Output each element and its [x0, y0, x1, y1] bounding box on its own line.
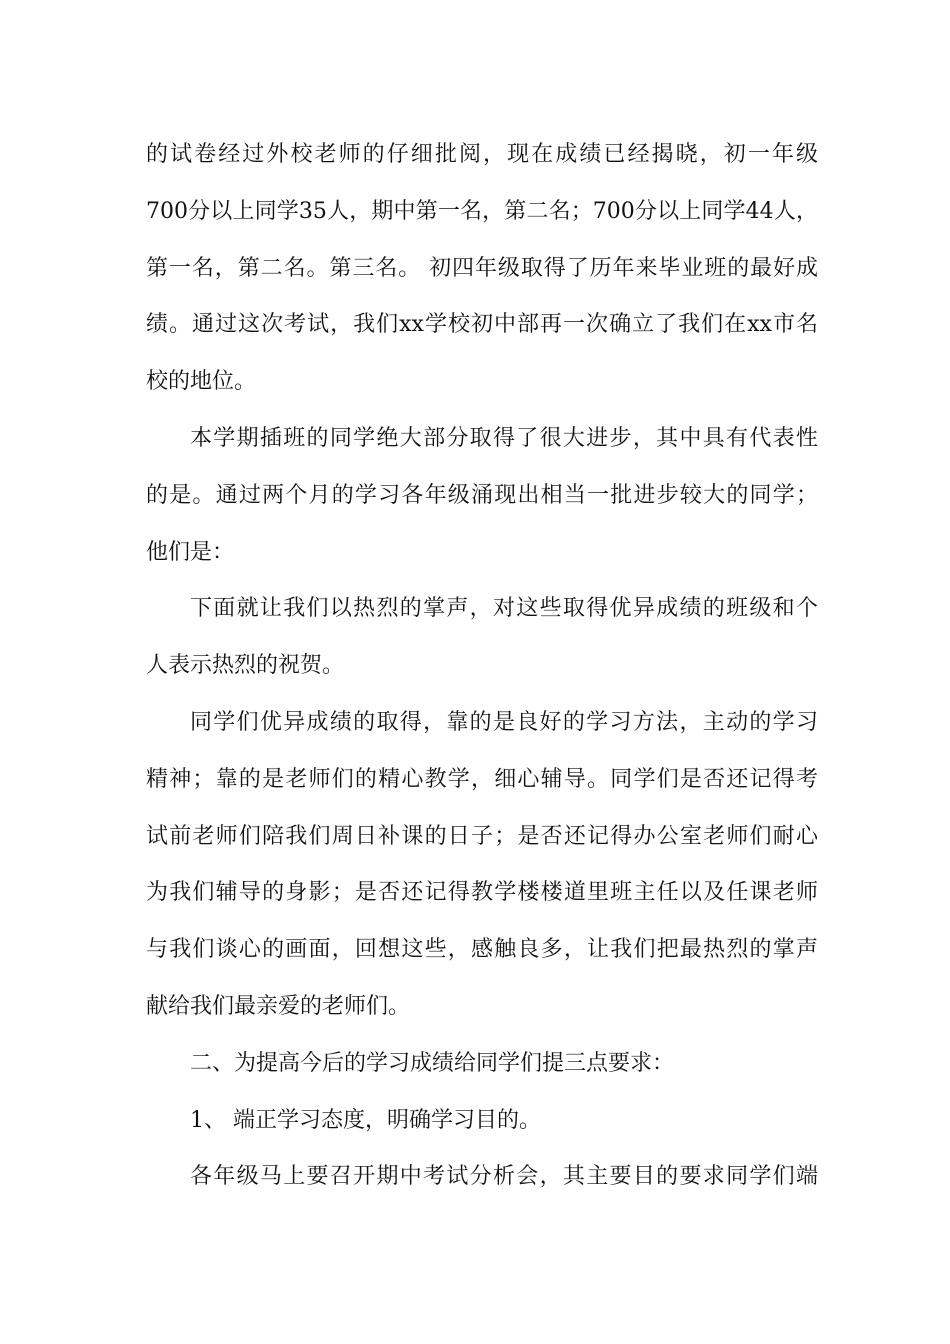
text-line: 下面就让我们以热烈的掌声，对这些取得优异成绩的班级和个	[190, 596, 818, 622]
text-line: 700分以上同学35人，期中第一名，第二名；700分以上同学44人，	[146, 198, 818, 224]
text-line: 为我们辅导的身影；是否还记得教学楼楼道里班主任以及任课老师	[146, 880, 818, 906]
body-text	[146, 127, 818, 1206]
text-line: 1、 端正学习态度，明确学习目的。	[190, 1107, 541, 1133]
text-line: 第一名，第二名。第三名。 初四年级取得了历年来毕业班的最好成	[146, 255, 818, 281]
text-line: 各年级马上要召开期中考试分析会，其主要目的要求同学们端	[190, 1164, 818, 1190]
text-line: 校的地位。	[146, 369, 257, 395]
text-line: 同学们优异成绩的取得，靠的是良好的学习方法，主动的学习	[190, 709, 818, 735]
text-line: 人表示热烈的祝贺。	[146, 653, 345, 679]
text-line: 的试卷经过外校老师的仔细批阅，现在成绩已经揭晓，初一年级	[146, 142, 818, 167]
text-line: 本学期插班的同学绝大部分取得了很大进步，其中具有代表性	[190, 425, 818, 451]
text-line: 的是。通过两个月的学习各年级涌现出相当一批进步较大的同学；	[146, 482, 818, 508]
text-line: 他们是：	[146, 539, 235, 565]
text-line: 绩。通过这次考试，我们xx学校初中部再一次确立了我们在xx市名	[146, 312, 818, 338]
text-line: 二、为提高今后的学习成绩给同学们提三点要求：	[190, 1050, 675, 1076]
text-line: 试前老师们陪我们周日补课的日子；是否还记得办公室老师们耐心	[146, 823, 818, 849]
text-line: 精神；靠的是老师们的精心教学，细心辅导。同学们是否还记得考	[146, 766, 818, 792]
text-line: 献给我们最亲爱的老师们。	[146, 993, 411, 1019]
text-line: 与我们谈心的画面，回想这些，感触良多，让我们把最热烈的掌声	[146, 937, 818, 963]
